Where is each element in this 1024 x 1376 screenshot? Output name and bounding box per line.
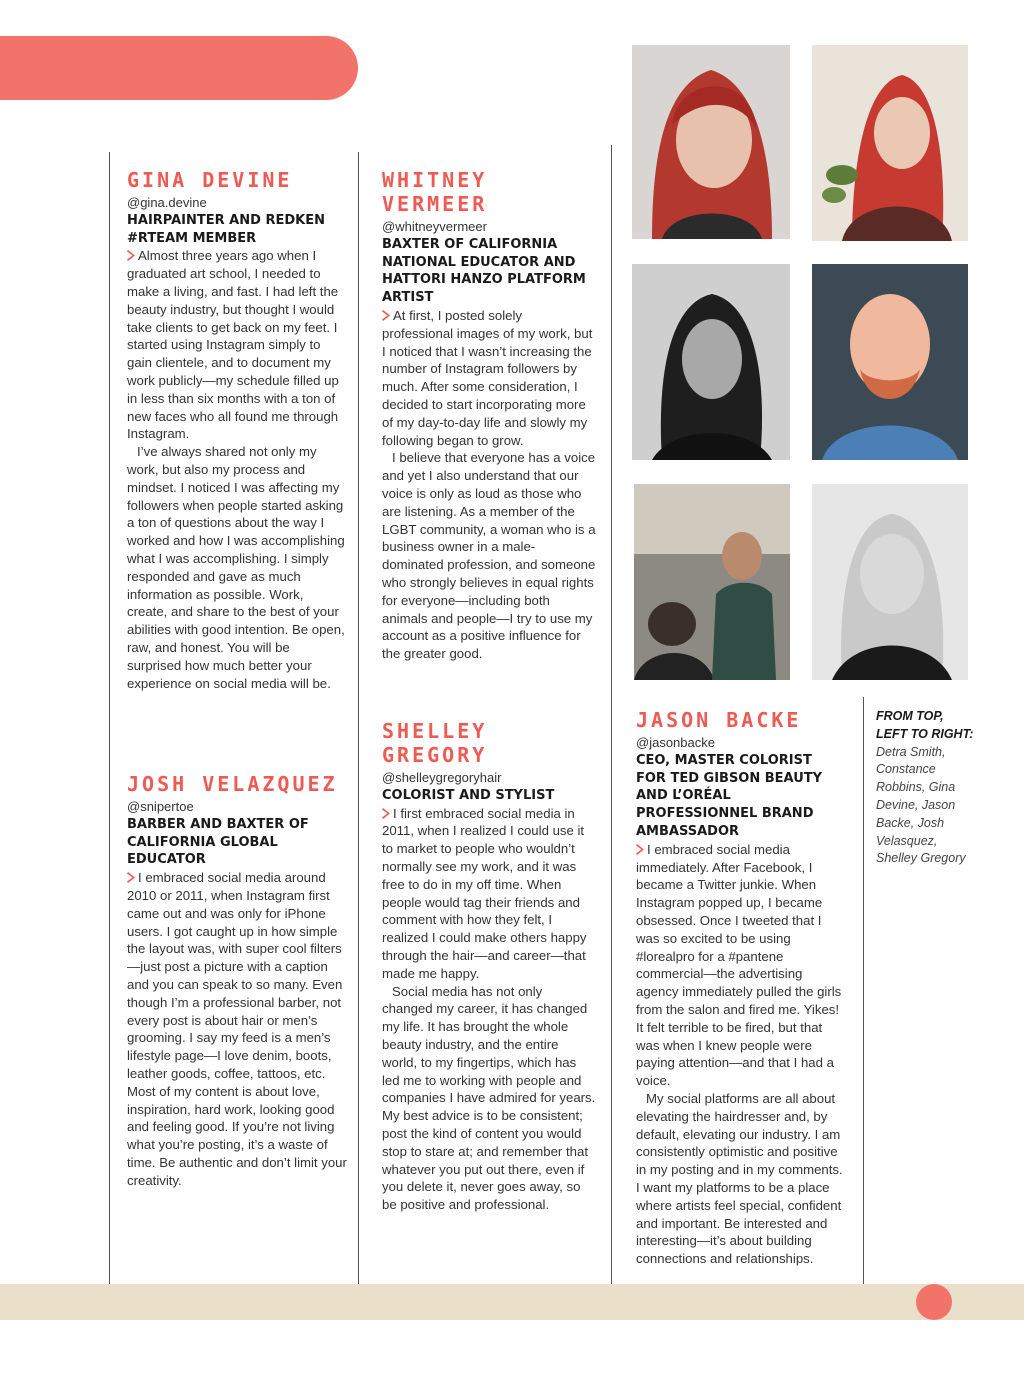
profile-role: HAIRPAINTER AND REDKEN #RTEAM MEMBER bbox=[127, 212, 325, 246]
profile-paragraph: I embraced social media immediately. After Facebook, I became a Twitter junkie. When Instagram popped up, I became obsessed. Once I tweeted that I was so excited to be using #lorealpro for a #pantene commercial—the advertising agency immediately pulled the girls from the salon and fired me. Yikes! It felt terrible to be fired, but that was when I knew people were paying attention—and that I had a voice. bbox=[636, 841, 842, 1089]
profile-whitney-vermeer bbox=[382, 168, 596, 663]
profile-body bbox=[382, 307, 596, 663]
chevron-right-icon bbox=[382, 310, 390, 321]
profile-handle: @jasonbacke bbox=[636, 735, 715, 750]
profile-name: WHITNEY VERMEER bbox=[382, 168, 488, 216]
profile-paragraph: I believe that everyone has a voice and yet I also understand that our voice is only as loud as those who are listening. As a member of the LGBT community, a woman who is a business owner in a male-dominated profession, and someone who strongly believes in equal rights for everyone—including both animals and people—I try to use my account as a positive influence for the greater good. bbox=[382, 450, 596, 662]
profile-role: BAXTER OF CALIFORNIA NATIONAL EDUCATOR AND HATTORI HANZO PLATFORM ARTIST bbox=[382, 236, 586, 306]
footer-band bbox=[0, 1284, 1024, 1320]
profile-handle: @gina.devine bbox=[127, 195, 207, 210]
profile-shelley-gregory bbox=[382, 719, 596, 1214]
column-divider bbox=[109, 152, 110, 1320]
photo-constance-robbins bbox=[812, 45, 968, 241]
profile-jason-backe bbox=[636, 708, 846, 1268]
photo-josh-velazquez bbox=[634, 484, 790, 680]
profile-josh-velazquez bbox=[127, 772, 347, 1190]
profile-paragraph: I first embraced social media in 2011, when I realized I could use it to market to people who wouldn’t normally see my work, and it was free to do in my off time. When people would tag their friends and comment with how they felt, I realized I could make others happy through the hair—and career—that made me happy. bbox=[382, 805, 587, 981]
chevron-right-icon bbox=[127, 872, 135, 883]
profile-name: SHELLEY GREGORY bbox=[382, 719, 488, 767]
column-divider bbox=[863, 697, 864, 1320]
profile-gina-devine bbox=[127, 168, 347, 692]
profile-name: JASON BACKE bbox=[636, 708, 802, 732]
profile-body bbox=[127, 869, 347, 1189]
profile-handle: @shelleygregoryhair bbox=[382, 770, 502, 785]
caption-names: Detra Smith, Constance Robbins, Gina Devine, Jason Backe, Josh Velasquez, Shelley Gregory bbox=[876, 744, 966, 866]
profile-role: BARBER AND BAXTER OF CALIFORNIA GLOBAL EDUCATOR bbox=[127, 816, 309, 868]
photo-detra-smith bbox=[632, 45, 790, 239]
photo-caption bbox=[876, 708, 976, 868]
profile-role: COLORIST AND STYLIST bbox=[382, 787, 555, 803]
chevron-right-icon bbox=[382, 808, 390, 819]
caption-heading: FROM TOP, LEFT TO RIGHT: bbox=[876, 709, 974, 741]
profile-body bbox=[382, 805, 596, 1214]
photo-shelley-gregory bbox=[812, 484, 968, 680]
photo-gina-devine bbox=[632, 264, 790, 460]
chevron-right-icon bbox=[127, 250, 135, 261]
profile-paragraph: My social platforms are all about elevating the hairdresser and, by default, elevating our industry. I am consistently optimistic and positive in my posting and in my comments. I want my platforms to be a place where artists feel special, confident and important. Be interested and interesting—it’s about building connections and relationships. bbox=[636, 1090, 843, 1267]
column-divider bbox=[611, 145, 612, 1320]
profile-name: GINA DEVINE bbox=[127, 168, 293, 192]
profile-name: JOSH VELAZQUEZ bbox=[127, 772, 338, 796]
profile-handle: @snipertoe bbox=[127, 799, 194, 814]
header-accent-bar bbox=[0, 36, 358, 100]
photo-jason-backe bbox=[812, 264, 968, 460]
profile-paragraph: Social media has not only changed my career, it has changed my life. It has brought the whole beauty industry, and the entire world, to my fingertips, which has led me to working with people and companies I have admired for years. My best advice is to be consistent; post the kind of content you would stop to stare at; and remember that whatever you put out there, even if you delete it, never goes away, so be positive and professional. bbox=[382, 983, 596, 1213]
profile-paragraph: Almost three years ago when I graduated art school, I needed to make a living, and fast. I had left the beauty industry, but thought I would take clients to get back on my feet. I started using Instagram simply to gain clientele, and to document my work publicly—my schedule filled up in less than six months with a ton of new faces who all found me through Instagram. bbox=[127, 248, 339, 442]
profile-paragraph: I embraced social media around 2010 or 2011, when Instagram first came out and was only for iPhone users. I got caught up in how simple the layout was, with super cool filters—just post a picture with a caption and you can speak to so many. Even though I’m a professional barber, not every post is about hair or men’s grooming. I say my feed is a men’s lifestyle page—I love denim, boots, leather goods, coffee, tattoos, etc. Most of my content is about love, inspiration, hard work, looking good and feeling good. If you’re not living what you’re posting, it’s a waste of time. Be authentic and don’t limit your creativity. bbox=[127, 870, 347, 1188]
page-marker-dot bbox=[916, 1284, 952, 1320]
chevron-right-icon bbox=[636, 844, 644, 855]
profile-paragraph: At first, I posted solely professional images of my work, but I noticed that I wasn’t increasing the number of Instagram followers by much. After some consideration, I decided to start incorporating more of my day-to-day life and slowly my following began to grow. bbox=[382, 307, 593, 448]
profile-role: CEO, MASTER COLORIST FOR TED GIBSON BEAUTY AND L’ORÉAL PROFESSIONNEL BRAND AMBASSADOR bbox=[636, 752, 823, 839]
profile-paragraph: I’ve always shared not only my work, but also my process and mindset. I noticed I was affecting my followers when people started asking a ton of questions about the way I worked and how I was accomplishing what I was accomplishing. I simply responded and gave as much information as possible. Work, create, and share to the best of your abilities with good intention. Be open, raw, and honest. You will be surprised how much better your experience on social media will be. bbox=[127, 444, 345, 691]
column-divider bbox=[358, 152, 359, 1320]
profile-handle: @whitneyvermeer bbox=[382, 219, 487, 234]
profile-body bbox=[127, 247, 347, 692]
profile-body bbox=[636, 841, 846, 1268]
